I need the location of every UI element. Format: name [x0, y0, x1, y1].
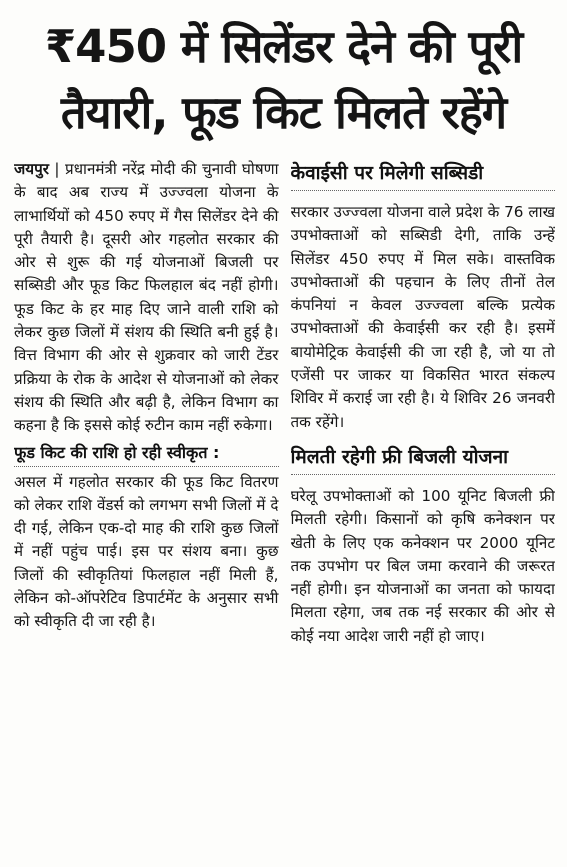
headline-line-2: तैयारी, फूड किट मिलते रहेंगे [60, 86, 507, 139]
subhead-food-kit: फूड किट की राशि हो रही स्वीकृत : [14, 442, 279, 467]
subhead-kyc-subsidy: केवाईसी पर मिलेगी सब्सिडी [291, 158, 556, 191]
food-kit-paragraph: असल में गहलोत सरकार की फूड किट वितरण को लेकर राशि वेंडर्स को लगभग सभी जिलों में दे दी गई, लेकिन एक-दो माह की राशि कुछ जिलों में नहीं पहुंच पाई। इस पर संशय बना। कुछ जिलों की स्वीकृतियां फिलहाल नहीं मिली हैं, लेकिन को-ऑपरेटिव डिपार्टमेंट के अनुसार सभी को स्वीकृति दी जा रही है। [14, 472, 279, 631]
headline [10, 14, 557, 146]
headline-line-1: ₹450 में सिलेंडर देने की पूरी [44, 20, 523, 73]
intro-text: प्रधानमंत्री नरेंद्र मोदी की चुनावी घोषणा के बाद अब राज्य में उज्ज्वला योजना के लाभार्थियों को 450 रुपए में गैस सिलेंडर देने की पूरी तैयारी है। दूसरी ओर गहलोत सरकार की ओर से शुरू की गई योजनाओं बिजली पर सब्सिडी और फूड किट फिलहाल बंद नहीं होगी। फूड किट के हर माह दिए जाने वाली राशि को लेकर कुछ जिलों में संशय की स्थिति बनी हुई है। वित्त विभाग की ओर से शुक्रवार को जारी टेंडर प्रक्रिया के रोक के आदेश से योजनाओं को लेकर संशय की स्थिति और बढ़ी है, लेकिन विभाग का कहना है कि इससे कोई रुटीन काम नहीं रुकेगा। [14, 160, 279, 435]
article-columns [14, 158, 555, 861]
right-column [291, 158, 556, 861]
dateline: जयपुर [14, 160, 49, 178]
subhead-free-electricity: मिलती रहेगी फ्री बिजली योजना [291, 442, 556, 475]
intro-paragraph [14, 158, 279, 438]
dateline-separator: | [54, 160, 60, 178]
left-column [14, 158, 279, 861]
electricity-paragraph: घरेलू उपभोक्ताओं को 100 यूनिट बिजली फ्री मिलती रहेगी। किसानों को कृषि कनेक्शन पर खेती के लिए एक कनेक्शन पर 2000 यूनिट तक उपभोग पर बिल जमा करवाने की जरूरत नहीं होगी। इन योजनाओं का जनता को फायदा मिलता रहेगा, जब तक नई सरकार की ओर से कोई नया आदेश जारी नहीं हो जाए। [290, 486, 555, 645]
kyc-paragraph: सरकार उज्ज्वला योजना वाले प्रदेश के 76 लाख उपभोक्ताओं को सब्सिडी देगी, ताकि उन्हें सिलेंडर 450 रुपए में मिल सके। वास्तविक उपभोक्ताओं की पहचान के लिए तीनों तेल कंपनियां न केवल उज्ज्वला बल्कि प्रत्येक उपभोक्ताओं की केवाईसी कर रही है। इसमें बायोमेट्रिक केवाईसी की जा रही है, जो या तो एजेंसी पर जाकर या विकसित भारत संकल्प शिविर में कराई जा रही है। ये शिविर 26 जनवरी तक रहेंगे। [290, 203, 555, 431]
